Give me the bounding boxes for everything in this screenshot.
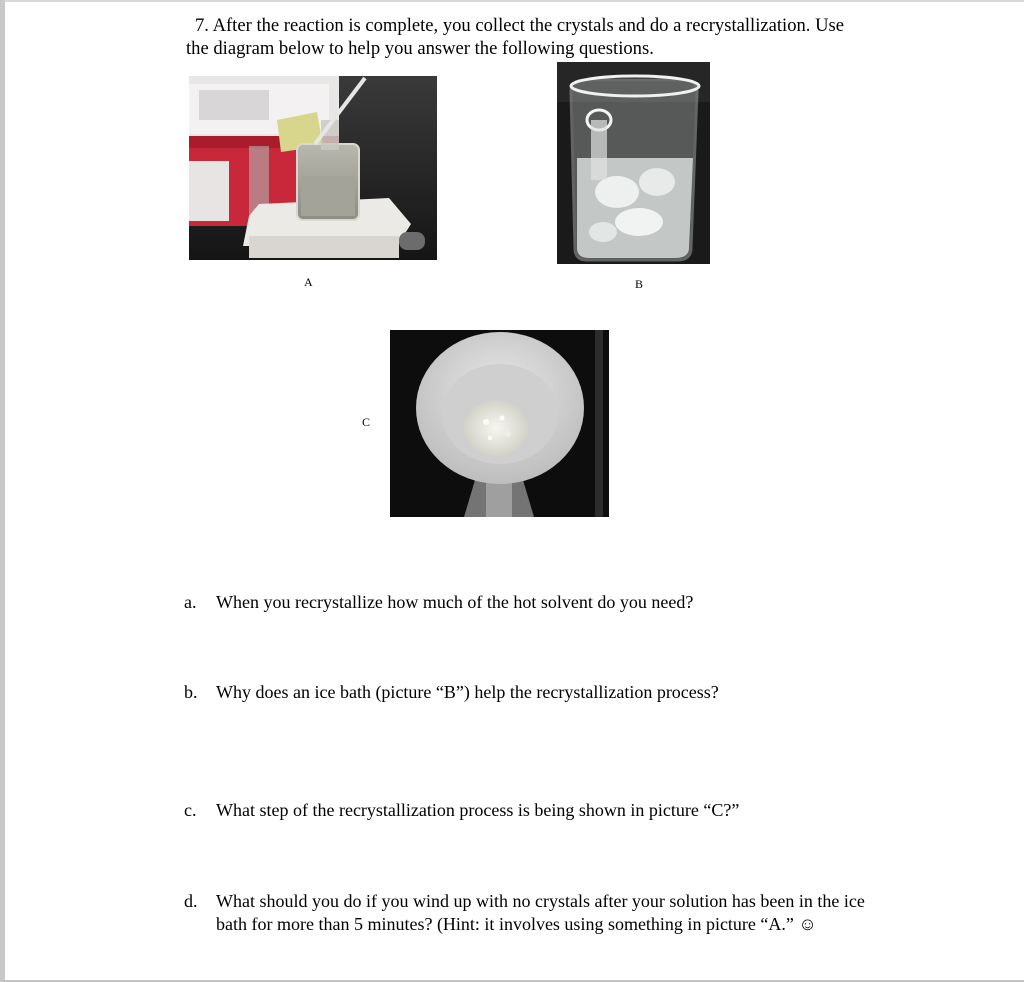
subquestion-b	[184, 681, 904, 704]
subquestion-marker: b.	[184, 682, 198, 702]
subquestion-text: Why does an ice bath (picture “B”) help the recrystallization process?	[216, 682, 719, 702]
page-left-edge	[0, 0, 5, 982]
subquestion-text: What step of the recrystallization process is being shown in picture “C?”	[216, 800, 740, 820]
caption-c: C	[362, 415, 371, 429]
subquestion-d	[184, 890, 884, 936]
subquestion-marker: d.	[184, 891, 198, 911]
caption-a: A	[304, 275, 313, 289]
subquestion-text: What should you do if you wind up with no crystals after your solution has been in the ice bath for more than 5 minutes? (Hint: it involves using something in picture “A.” ☺	[216, 891, 865, 934]
photo-b-ice-bath	[557, 62, 710, 264]
question-intro-line-1: 7. After the reaction is complete, you collect the crystals and do a recrystallization. Use	[195, 15, 845, 36]
question-intro-line-2: the diagram below to help you answer the following questions.	[186, 38, 654, 59]
photo-c-buchner-funnel	[390, 330, 609, 517]
subquestion-marker: c.	[184, 800, 197, 820]
question-7-intro	[186, 14, 916, 60]
caption-b: B	[635, 277, 644, 291]
photo-a-hot-plate	[189, 76, 437, 260]
page-top-edge	[0, 0, 1024, 2]
subquestion-a	[184, 591, 904, 614]
subquestion-c	[184, 799, 904, 822]
subquestion-marker: a.	[184, 592, 197, 612]
subquestion-text: When you recrystallize how much of the hot solvent do you need?	[216, 592, 694, 612]
